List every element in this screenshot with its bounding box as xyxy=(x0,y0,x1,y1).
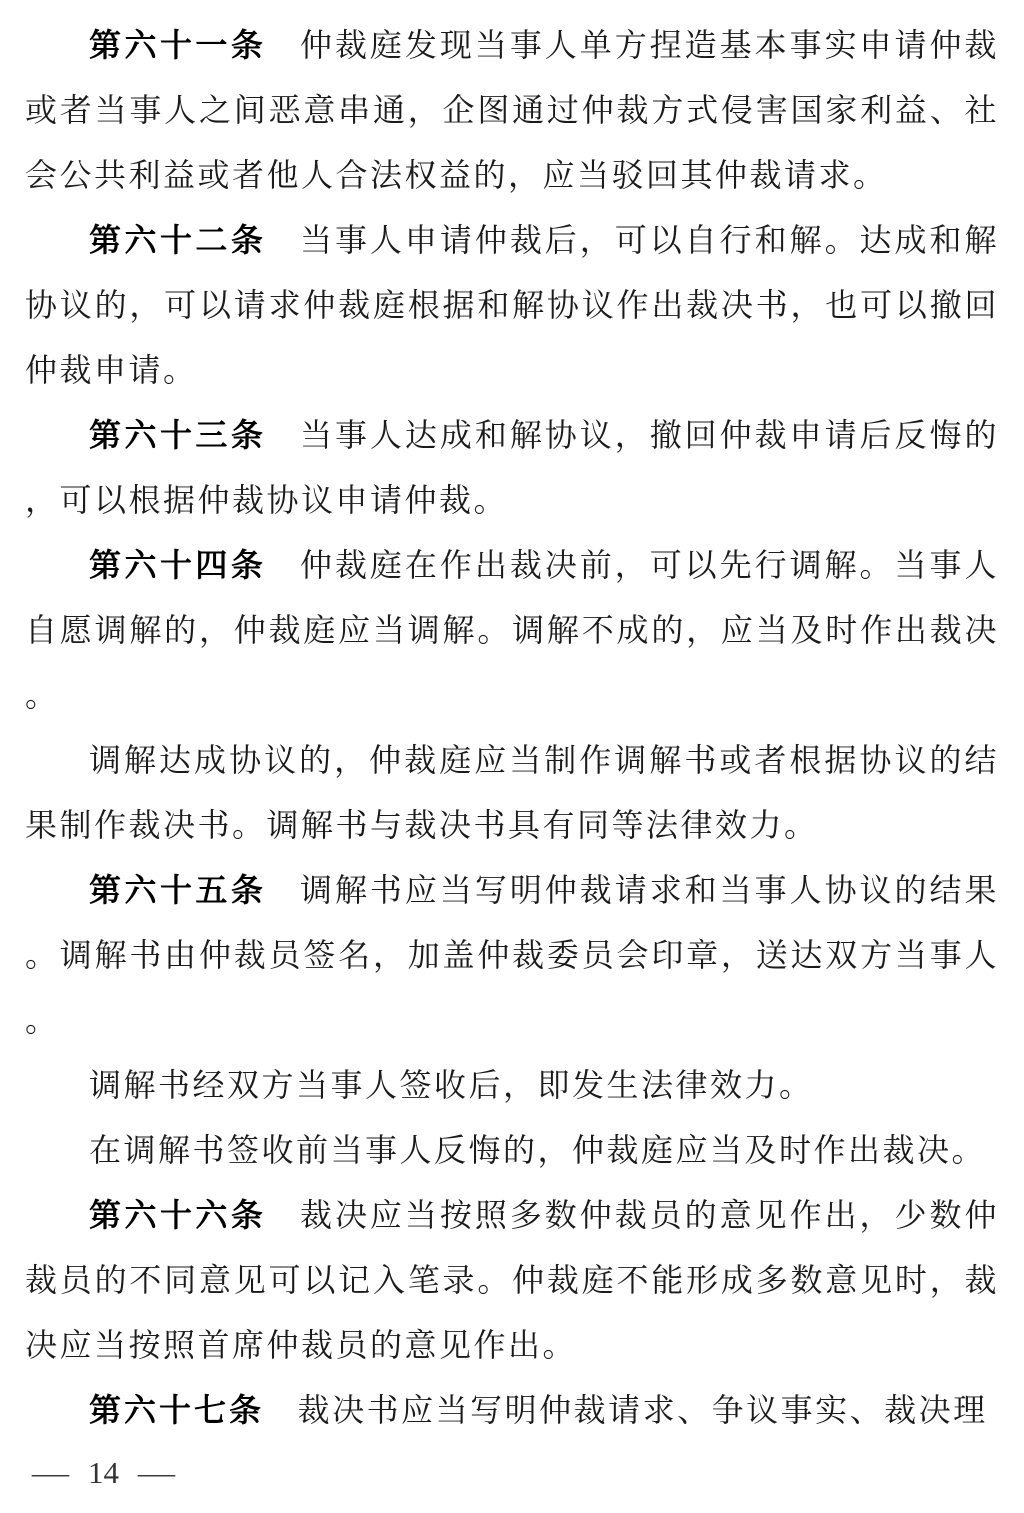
article-number: 第六十一条 xyxy=(89,27,267,63)
article-text: 当事人申请仲裁后，可以自行和解。达成和解协议的，可以请求仲裁庭根据和解协议作出裁决书，也可以撤回仲裁申请。 xyxy=(25,222,999,388)
article-text: 调解达成协议的，仲裁庭应当制作调解书或者根据协议的结果制作裁决书。调解书与裁决书具有同等法律效力。 xyxy=(25,742,999,843)
article-paragraph xyxy=(25,13,999,208)
article-number: 第六十六条 xyxy=(89,1197,267,1233)
article-text: 裁决书应当写明仲裁请求、争议事实、裁决理 xyxy=(297,1392,988,1428)
article-paragraph xyxy=(25,1378,999,1443)
continuation-paragraph xyxy=(25,1053,999,1118)
footer-dash-right: — xyxy=(137,1455,176,1490)
article-number: 第六十四条 xyxy=(89,547,267,583)
article-text: 调解书应当写明仲裁请求和当事人协议的结果。调解书由仲裁员签名，加盖仲裁委员会印章，送达双方当事人。 xyxy=(25,872,999,1038)
article-text: 仲裁庭发现当事人单方捏造基本事实申请仲裁或者当事人之间恶意串通，企图通过仲裁方式侵害国家利益、社会公共利益或者他人合法权益的，应当驳回其仲裁请求。 xyxy=(25,27,999,193)
footer-dash-left: — xyxy=(31,1455,70,1490)
article-text: 当事人达成和解协议，撤回仲裁申请后反悔的，可以根据仲裁协议申请仲裁。 xyxy=(25,417,999,518)
article-paragraph xyxy=(25,858,999,1053)
article-paragraph xyxy=(25,403,999,533)
article-text: 仲裁庭在作出裁决前，可以先行调解。当事人自愿调解的，仲裁庭应当调解。调解不成的，应当及时作出裁决。 xyxy=(25,547,999,713)
article-number: 第六十二条 xyxy=(89,222,267,258)
article-text: 调解书经双方当事人签收后，即发生法律效力。 xyxy=(89,1067,814,1103)
continuation-paragraph xyxy=(25,728,999,858)
page-number: 14 xyxy=(88,1455,119,1490)
article-text: 在调解书签收前当事人反悔的，仲裁庭应当及时作出裁决。 xyxy=(89,1132,987,1168)
article-paragraph xyxy=(25,1183,999,1378)
page-footer xyxy=(31,1455,176,1491)
article-number: 第六十五条 xyxy=(89,872,267,908)
article-number: 第六十七条 xyxy=(89,1392,265,1428)
article-paragraph xyxy=(25,208,999,403)
article-number: 第六十三条 xyxy=(89,417,267,453)
article-text: 裁决应当按照多数仲裁员的意见作出，少数仲裁员的不同意见可以记入笔录。仲裁庭不能形成多数意见时，裁决应当按照首席仲裁员的意见作出。 xyxy=(25,1197,999,1363)
continuation-paragraph xyxy=(25,1118,999,1183)
article-paragraph xyxy=(25,533,999,728)
